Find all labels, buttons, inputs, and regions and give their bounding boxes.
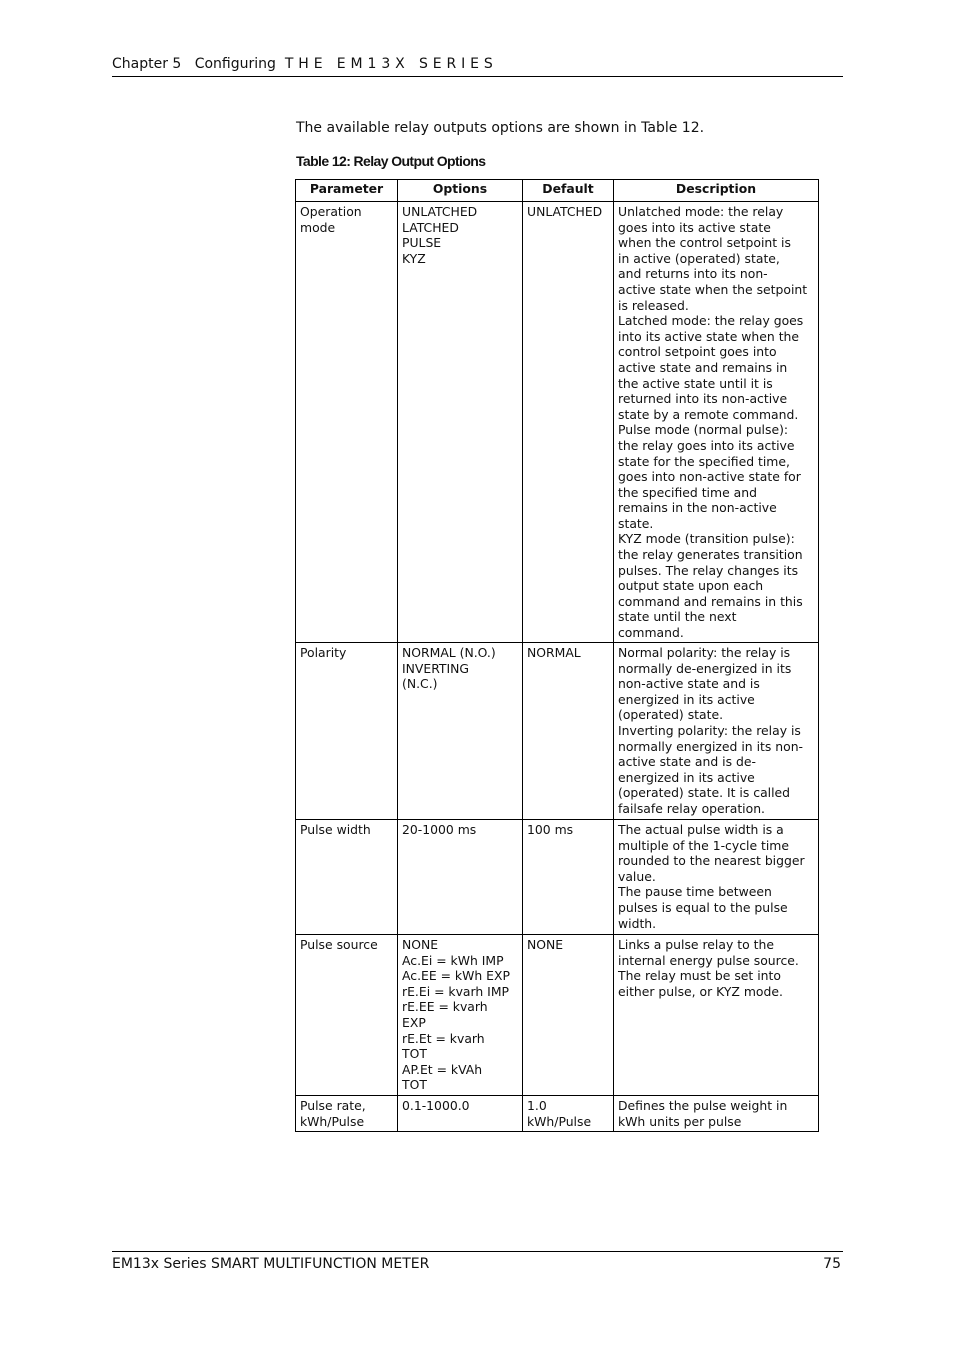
cell-description: Links a pulse relay to the internal energy pulse source. The relay must be set into either pulse, or KYZ mode. (614, 935, 819, 1096)
column-header-default: Default (523, 180, 614, 202)
page-number: 75 (823, 1256, 841, 1272)
table-header-row (296, 180, 819, 202)
cell-parameter: Operation mode (296, 202, 398, 643)
cell-default: 1.0 kWh/Pulse (523, 1096, 614, 1132)
column-header-parameter: Parameter (296, 180, 398, 202)
table-caption: Table 12: Relay Output Options (296, 153, 486, 169)
cell-parameter: Polarity (296, 643, 398, 820)
cell-default: NONE (523, 935, 614, 1096)
running-footer (112, 1251, 843, 1273)
cell-description: The actual pulse width is a multiple of the 1-cycle time rounded to the nearest bigger value. The pause time between pulses is equal to the pulse width. (614, 820, 819, 935)
column-header-description: Description (614, 180, 819, 202)
table-row (296, 820, 819, 935)
cell-options: 20-1000 ms (398, 820, 523, 935)
table-row (296, 1096, 819, 1132)
table-row (296, 935, 819, 1096)
table-row (296, 643, 819, 820)
table-row (296, 202, 819, 643)
column-header-options: Options (398, 180, 523, 202)
cell-description: Unlatched mode: the relay goes into its active state when the control setpoint is in active (operated) state, and returns into its non- active state when the setpoint is released. Latched mode: the relay goes into its active state when the control setpoint goes into active state and remains in the active state until it is returned into its non-active state by a remote command. Pulse mode (normal pulse): the relay goes into its active state for the specified time, goes into non-active state for the specified time and remains in the non-active state. KYZ mode (transition pulse): the relay generates transition pulses. The relay changes its output state upon each command and remains in this state until the next command. (614, 202, 819, 643)
cell-parameter: Pulse source (296, 935, 398, 1096)
cell-options: UNLATCHED LATCHED PULSE KYZ (398, 202, 523, 643)
cell-default: UNLATCHED (523, 202, 614, 643)
running-header (112, 55, 843, 77)
cell-options: 0.1-1000.0 (398, 1096, 523, 1132)
chapter-label: Chapter 5 (112, 56, 182, 72)
cell-parameter: Pulse rate, kWh/Pulse (296, 1096, 398, 1132)
cell-description: Defines the pulse weight in kWh units per pulse (614, 1096, 819, 1132)
cell-options: NONE Ac.Ei = kWh IMP Ac.EE = kWh EXP rE.Ei = kvarh IMP rE.EE = kvarh EXP rE.Et = kvarh TOT AP.Et = kVAh TOT (398, 935, 523, 1096)
intro-paragraph: The available relay outputs options are shown in Table 12. (296, 120, 705, 136)
cell-options: NORMAL (N.O.) INVERTING (N.C.) (398, 643, 523, 820)
section-word: Configuring (194, 56, 276, 72)
cell-default: NORMAL (523, 643, 614, 820)
relay-output-options-table (295, 179, 819, 1132)
cell-parameter: Pulse width (296, 820, 398, 935)
section-title: THE EM13X SERIES (284, 56, 498, 72)
footer-title: EM13x Series SMART MULTIFUNCTION METER (112, 1256, 430, 1272)
cell-default: 100 ms (523, 820, 614, 935)
cell-description: Normal polarity: the relay is normally de-energized in its non-active state and is energized in its active (operated) state. Inverting polarity: the relay is normally energized in its non- active state and is de- energized in its active (operated) state. It is called failsafe relay operation. (614, 643, 819, 820)
